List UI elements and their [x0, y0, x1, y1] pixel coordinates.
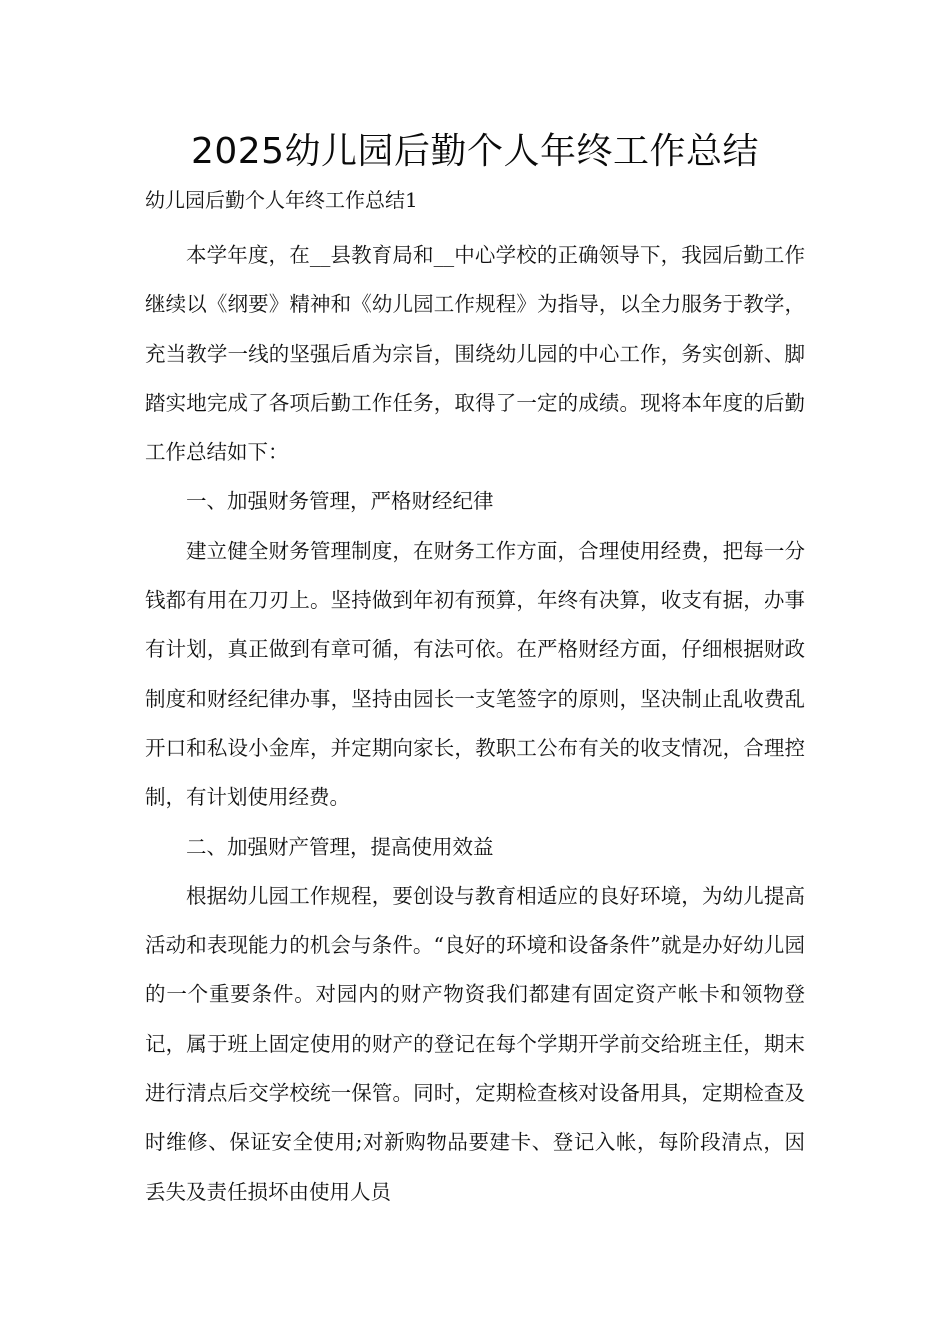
section-paragraph-2: 根据幼儿园工作规程，要创设与教育相适应的良好环境，为幼儿提高活动和表现能力的机会与条件。“良好的环境和设备条件”就是办好幼儿园的一个重要条件。对园内的财产物资我们都建有固定资产帐卡和领物登记，属于班上固定使用的财产的登记在每个学期开学前交给班主任，期末进行清点后交学校统一保管。同时，定期检查核对设备用具，定期检查及时维修、保证安全使用;对新购物品要建卡、登记入帐，每阶段清点，因丢失及责任损坏由使用人员: [145, 883, 805, 1204]
document-subtitle: 幼儿园后勤个人年终工作总结1: [145, 188, 418, 212]
document-body: [145, 231, 805, 1217]
intro-paragraph: 本学年度，在__县教育局和__中心学校的正确领导下，我园后勤工作继续以《纲要》精神和《幼儿园工作规程》为指导，以全力服务于教学，充当教学一线的坚强后盾为宗旨，围绕幼儿园的中心工作，务实创新、脚踏实地完成了各项后勤工作任务，取得了一定的成绩。现将本年度的后勤工作总结如下：: [145, 243, 805, 465]
section-heading-2: 二、加强财产管理，提高使用效益: [186, 834, 494, 859]
document-title: 2025幼儿园后勤个人年终工作总结: [190, 131, 760, 172]
section-paragraph-1: 建立健全财务管理制度，在财务工作方面，合理使用经费，把每一分钱都有用在刀刃上。坚持做到年初有预算，年终有决算，收支有据，办事有计划，真正做到有章可循，有法可依。在严格财经方面，仔细根据财政制度和财经纪律办事，坚持由园长一支笔签字的原则，坚决制止乱收费乱开口和私设小金库，并定期向家长，教职工公布有关的收支情况，合理控制，有计划使用经费。: [145, 538, 805, 810]
section-heading-1: 一、加强财务管理，严格财经纪律: [186, 489, 494, 514]
